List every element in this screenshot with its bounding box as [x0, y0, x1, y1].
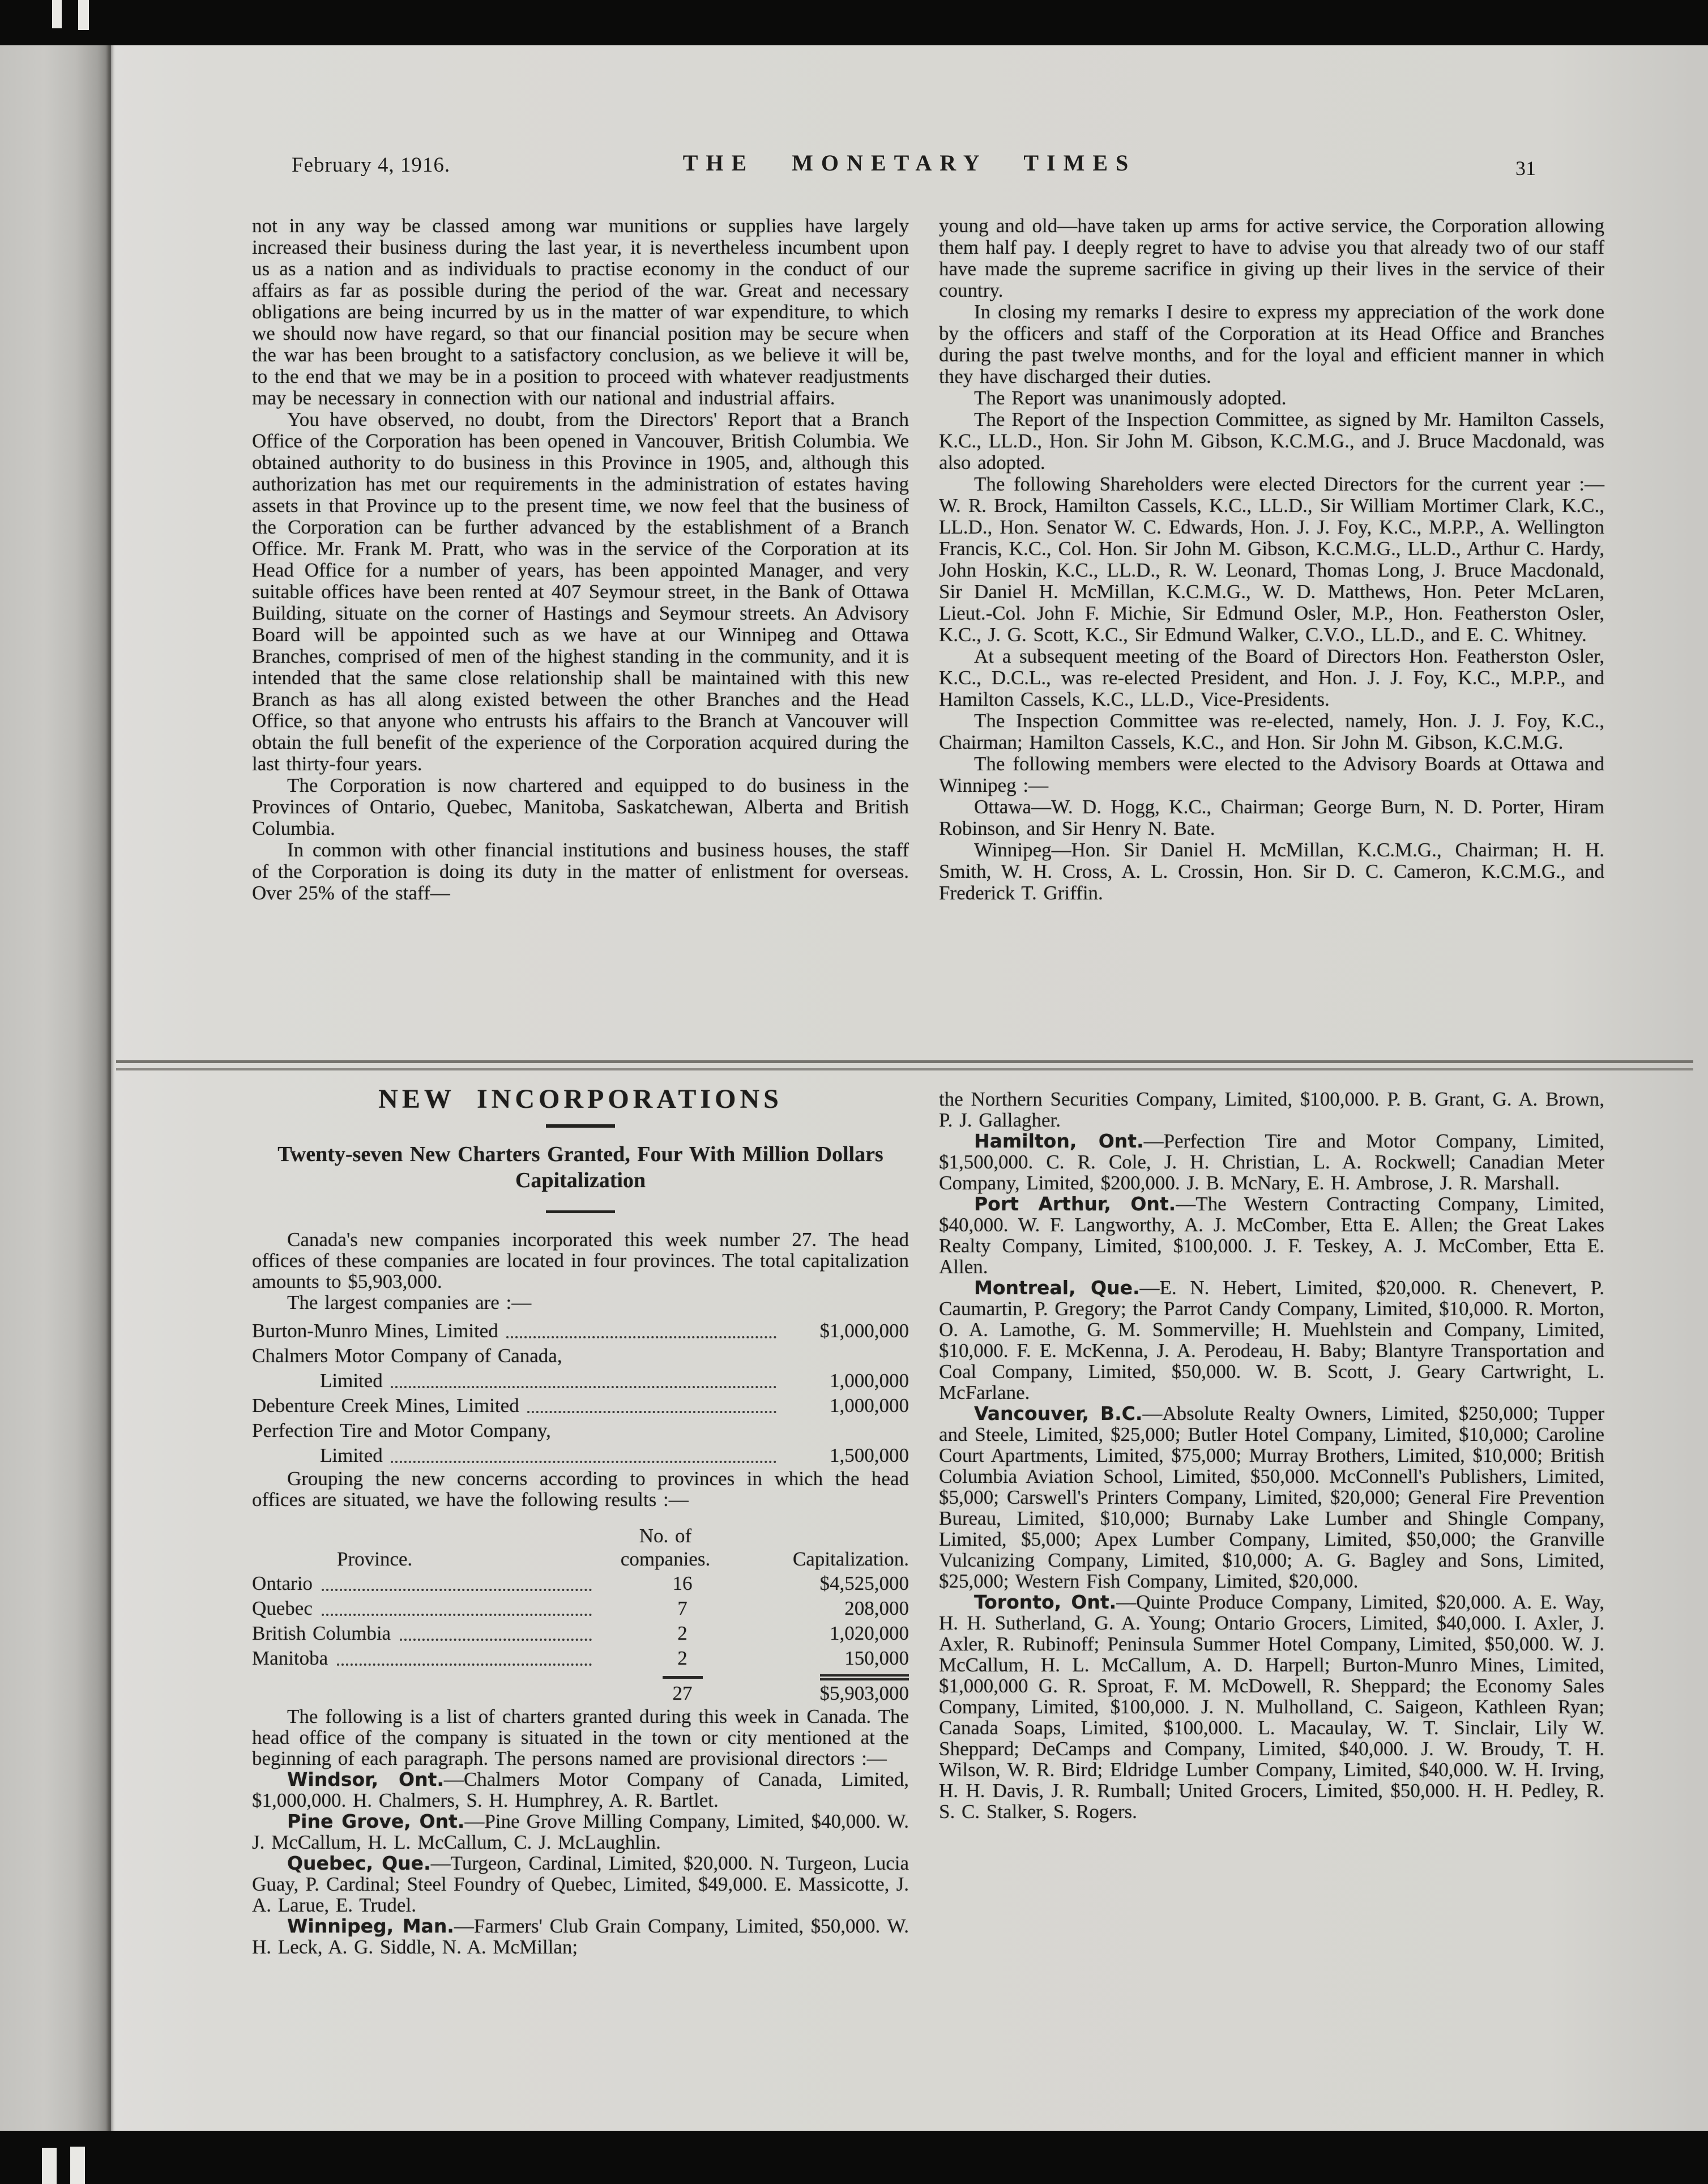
paragraph: The following members were elected to the Advisory Boards at Ottawa and Winnipeg :— — [939, 753, 1604, 796]
charter-entry — [252, 1769, 909, 1811]
charter-city: Windsor, Ont. — [287, 1768, 444, 1790]
charter-text: —Quinte Produce Company, Limited, $20,000. A. E. Way, H. H. Sutherland, G. A. Young; Ontario Grocers, Limited, $40,000. I. Axler, J. Axler, R. Rubinoff; Peninsula Summer Hotel Company, Limited, $50,000. W. J. McCallum, H. L. McCallum, A. D. Harpell; Burton-Munro Mines, Limited, $1,000,000 G. R. Sproat, F. M. McDowell, R. Sheppard; the Economy Sales Company, Limited, $100,000. J. N. Mulholland, C. Saigeon, Kathleen Ryan; Canada Soaps, Limited, $100,000. L. Macaulay, W. T. Sinclair, Lily W. Sheppard; DeCamps and Company, Limited, $40,000. J. W. Broudy, T. H. Wilson, W. R. Bird; Eldridge Lumber Company, Limited, $40,000. W. H. Irving, H. H. Davis, J. R. Rumball; United Grocers, Limited, $50,000. H. H. Pedley, R. S. C. Stalker, S. Rogers. — [939, 1591, 1604, 1823]
companies-cell: 7 — [677, 1597, 688, 1619]
province-table — [252, 1525, 909, 1706]
paragraph: the Northern Securities Company, Limited, $100,000. P. B. Grant, G. A. Brown, P. J. Gallagher. — [939, 1088, 1604, 1131]
dot-leader — [322, 1614, 592, 1616]
heading-rule — [546, 1124, 615, 1128]
charter-text: —Turgeon, Cardinal, Limited, $20,000. N. Turgeon, Lucia Guay, P. Cardinal; Steel Foundry of Quebec, Limited, $49,000. E. Massicotte, J. A. Larue, E. Trudel. — [252, 1852, 909, 1916]
table-row — [252, 1646, 909, 1671]
province-cell: Manitoba — [252, 1647, 328, 1669]
paragraph: The Report was unanimously adopted. — [974, 387, 1287, 409]
charter-entry — [939, 1592, 1604, 1822]
page-gutter-shadow — [0, 0, 111, 2184]
companies-cell: 2 — [677, 1647, 688, 1669]
charter-entry — [939, 1403, 1604, 1592]
charter-entry — [939, 1277, 1604, 1403]
charter-city: Toronto, Ont. — [974, 1591, 1117, 1613]
capitalization-cell: $4,525,000 — [819, 1572, 909, 1594]
province-cell: Ontario — [252, 1572, 313, 1594]
table-row — [252, 1596, 909, 1621]
paragraph: The Inspection Committee was re-elected, namely, Hon. J. J. Foy, K.C., Chairman; Hamilton Cassels, K.C., and Hon. Sir John M. Gibson, K.C.M.G. — [939, 710, 1604, 753]
paragraph: The following Shareholders were elected Directors for the current year :—W. R. Brock, Hamilton Cassels, K.C., LL.D., Sir William Mortimer Clark, K.C., LL.D., Hon. Senator W. C. Edwards, Hon. J. J. Foy, K.C., M.P.P., A. Wellington Francis, K.C., Col. Hon. Sir John M. Gibson, K.C.M.G., LL.D., Arthur C. Hardy, John Hoskin, K.C., LL.D., R. W. Leonard, Thomas Long, J. Bruce Macdonald, Sir Daniel H. McMillan, K.C.M.G., W. D. Matthews, Hon. Peter McLaren, Lieut.-Col. John F. Michie, Sir Edmund Osler, M.P., Hon. Featherston Osler, K.C., J. G. Scott, K.C., Sir Edmund Walker, C.V.O., LL.D., and E. C. Whitney. — [939, 473, 1604, 646]
paragraph: You have observed, no doubt, from the Directors' Report that a Branch Office of the Corporation has been opened in Vancouver, British Columbia. We obtained authority to do business in this Province in 1905, and, although this authorization has met our requirements in the administration of estates having assets in that Province up to the present time, we now feel that the business of the Corporation can be further advanced by the establishment of a Branch Office. Mr. Frank M. Pratt, who was in the service of the Corporation at its Head Office for a number of years, has been appointed Manager, and very suitable offices have been rented at 407 Seymour street, in the Bank of Ottawa Building, situate on the corner of Hastings and Seymour streets. An Advisory Board will be appointed such as we have at our Winnipeg and Ottawa Branches, comprised of men of the highest standing in the community, and it is intended that the same close relationship shall be maintained with this new Branch as has all along existed between the other Branches and the Head Office, so that anyone who entrusts his affairs to the Branch at Vancouver will obtain the full benefit of the experience of the Corporation acquired during the last thirty-four years. — [252, 408, 909, 775]
province-cell: Quebec — [252, 1597, 313, 1619]
dot-leader — [337, 1663, 592, 1666]
dot-leader — [400, 1639, 592, 1641]
dot-leader — [527, 1411, 776, 1413]
paragraph: Grouping the new concerns according to provinces in which the head offices are situated, we have the following results :— — [252, 1468, 909, 1511]
subheading-rule — [546, 1210, 615, 1213]
film-edge-bottom — [0, 2131, 1708, 2184]
masthead-title: THE MONETARY TIMES — [682, 150, 1137, 176]
charter-text: —Perfection Tire and Motor Company, Limited, $1,500,000. C. R. Cole, J. H. Christian, L. A. Rockwell; Canadian Meter Company, Limited, $200,000. J. B. McNary, E. H. Ambrose, J. R. Marshall. — [939, 1130, 1605, 1194]
list-item — [252, 1443, 909, 1468]
charter-entry — [252, 1811, 909, 1853]
charter-city: Hamilton, Ont. — [974, 1130, 1144, 1152]
column-header: No. of — [639, 1525, 692, 1547]
capitalization-cell: 208,000 — [844, 1597, 909, 1619]
charter-city: Quebec, Que. — [287, 1852, 431, 1874]
company-amount: 1,000,000 — [830, 1370, 909, 1392]
charter-entry — [252, 1853, 909, 1916]
company-name: Chalmers Motor Company of Canada, — [252, 1345, 562, 1367]
charter-entry — [939, 1131, 1604, 1193]
charter-entry — [939, 1193, 1604, 1277]
charter-entry — [252, 1916, 909, 1957]
companies-cell: 2 — [677, 1622, 688, 1644]
company-name: Debenture Creek Mines, Limited — [252, 1394, 519, 1417]
paragraph: The following is a list of charters granted during this week in Canada. The head office of the company is situated in the town or city mentioned at the beginning of each paragraph. The persons named are provisional directors :— — [252, 1705, 909, 1769]
charter-city: Pine Grove, Ont. — [287, 1810, 465, 1832]
company-amount: $1,000,000 — [819, 1320, 909, 1342]
charter-text: —Farmers' Club Grain Company, Limited, $50,000. W. H. Leck, A. G. Siddle, N. A. McMillan; — [252, 1915, 909, 1958]
film-notch — [70, 2147, 85, 2184]
capitalization-cell: 1,020,000 — [830, 1622, 909, 1644]
dot-leader — [391, 1461, 776, 1463]
charter-city: Winnipeg, Man. — [287, 1915, 454, 1937]
incorporations-left-column — [252, 1084, 909, 1958]
paragraph: At a subsequent meeting of the Board of Directors Hon. Featherston Osler, K.C., D.C.L., was re-elected President, and Hon. J. J. Foy, K.C., M.P.P., and Hamilton Cassels, K.C., LL.D., Vice-Presidents. — [939, 645, 1604, 710]
section-heading: NEW INCORPORATIONS — [378, 1084, 783, 1114]
dot-leader — [322, 1589, 592, 1591]
charter-text: —The Western Contracting Company, Limited, $40,000. W. F. Langworthy, A. J. McComber, Etta E. Allen; the Great Lakes Realty Company, Limited, $100,000. J. F. Teskey, A. J. McComber, Etta E. Allen. — [939, 1193, 1605, 1278]
film-notch — [42, 2148, 57, 2184]
total-companies: 27 — [663, 1676, 703, 1704]
paragraph: The Report of the Inspection Committee, as signed by Mr. Hamilton Cassels, K.C., LL.D., Hon. Sir John M. Gibson, K.C.M.G., and J. Bruce Macdonald, was also adopted. — [939, 408, 1604, 474]
dot-leader — [391, 1386, 776, 1388]
column-header: Province. — [337, 1548, 413, 1570]
company-amount: 1,500,000 — [830, 1444, 909, 1466]
film-notch — [52, 0, 62, 28]
section-divider-rule — [116, 1060, 1693, 1070]
largest-companies-list — [252, 1319, 909, 1468]
paragraph: not in any way be classed among war munitions or supplies have largely increased their business during the last year, it is nevertheless incumbent upon us as a nation and as individuals to practise economy in the conduct of our affairs as far as possible during the period of the war. Great and necessary obligations are being incurred by us in the matter of war expenditure, to which we should now have regard, so that our financial position may be secure when the war has been brought to a satisfactory conclusion, as we believe it will be, to the end that we may be in a position to proceed with whatever readjustments may be necessary in connection with our national and industrial affairs. — [252, 215, 909, 409]
list-item — [252, 1418, 909, 1443]
paragraph: Canada's new companies incorporated this week number 27. The head offices of these companies are located in four provinces. The total capitalization amounts to $5,903,000. — [252, 1228, 909, 1293]
total-capitalization: $5,903,000 — [820, 1674, 909, 1704]
company-amount: 1,000,000 — [830, 1394, 909, 1417]
table-header-row — [252, 1547, 909, 1571]
article-right-column — [939, 215, 1604, 904]
capitalization-cell: 150,000 — [844, 1647, 909, 1669]
charter-city: Vancouver, B.C. — [974, 1402, 1143, 1424]
company-name: Perfection Tire and Motor Company, — [252, 1419, 551, 1441]
paragraph: The largest companies are :— — [287, 1291, 532, 1313]
article-left-column — [252, 215, 909, 904]
charter-text: —E. N. Hebert, Limited, $20,000. R. Chenevert, P. Caumartin, P. Gregory; the Parrot Candy Company, Limited, $10,000. R. Morton, O. A. Lamothe, G. M. Sommerville; H. Muehlstein and Company, Limited, $10,000. F. E. McKenna, J. A. Perodeau, H. Baby; Blantyre Transportation and Coal Company, Limited, $50,000. W. B. Scott, J. Geary Cartwright, L. McFarlane. — [939, 1277, 1604, 1404]
paragraph: In common with other financial institutions and business houses, the staff of the Corporation is doing its duty in the matter of enlistment for overseas. Over 25% of the staff— — [252, 839, 909, 904]
company-name: Limited — [320, 1444, 383, 1466]
page-number: 31 — [1515, 157, 1536, 180]
table-header-row — [252, 1525, 909, 1547]
list-item — [252, 1319, 909, 1343]
list-item — [252, 1343, 909, 1368]
column-header: companies. — [620, 1548, 711, 1570]
paragraph: The Corporation is now chartered and equipped to do business in the Provinces of Ontario, Quebec, Manitoba, Saskatchewan, Alberta and British Columbia. — [252, 774, 909, 839]
table-row — [252, 1571, 909, 1596]
section-subheading: Twenty-seven New Charters Granted, Four With Million Dollars Capitalization — [277, 1142, 883, 1192]
film-notch — [78, 0, 89, 30]
charter-text: —Pine Grove Milling Company, Limited, $40,000. W. J. McCallum, H. L. McCallum, C. J. McLaughlin. — [252, 1810, 909, 1853]
list-item — [252, 1393, 909, 1418]
list-item — [252, 1368, 909, 1393]
table-total-row — [252, 1681, 909, 1706]
charter-city: Port Arthur, Ont. — [974, 1193, 1176, 1215]
province-cell: British Columbia — [252, 1622, 391, 1644]
charter-city: Montreal, Que. — [974, 1277, 1140, 1299]
company-name: Limited — [320, 1370, 383, 1392]
dot-leader — [506, 1336, 776, 1338]
paragraph: Winnipeg—Hon. Sir Daniel H. McMillan, K.C.M.G., Chairman; H. H. Smith, W. H. Cross, A. L. Crossin, Hon. Sir D. C. Cameron, K.C.M.G., and Frederick T. Griffin. — [939, 839, 1604, 904]
issue-date: February 4, 1916. — [292, 153, 451, 177]
column-header: Capitalization. — [792, 1548, 909, 1570]
paragraph: Ottawa—W. D. Hogg, K.C., Chairman; George Burn, N. D. Porter, Hiram Robinson, and Sir Henry N. Bate. — [939, 796, 1604, 839]
paragraph: In closing my remarks I desire to express my appreciation of the work done by the officers and staff of the Corporation at its Head Office and Branches during the past twelve months, and for the loyal and efficient manner in which they have discharged their duties. — [939, 301, 1604, 387]
page-fold-line — [106, 0, 113, 2184]
incorporations-right-column — [939, 1089, 1604, 1822]
charter-text: —Chalmers Motor Company of Canada, Limited, $1,000,000. H. Chalmers, S. H. Humphrey, A. R. Bartlet. — [252, 1768, 909, 1811]
table-row — [252, 1621, 909, 1646]
companies-cell: 16 — [672, 1572, 693, 1594]
film-edge-top — [0, 0, 1708, 45]
charter-text: —Absolute Realty Owners, Limited, $250,000; Tupper and Steele, Limited, $25,000; Butler Hotel Company, Limited, $10,000; Caroline Court Apartments, Limited, $75,000; Murray Brothers, Limited, $10,000; British Columbia Aviation School, Limited, $50,000. McConnell's Publishers, Limited, $5,000; Carswell's Printers Company, Limited, $20,000; General Fire Prevention Bureau, Limited, $10,000; Burnaby Lake Lumber and Shingle Company, Limited, $5,000; Apex Lumber Company, Limited, $50,000; the Granville Vulcanizing Company, Limited, $10,000; A. G. Bagley and Sons, Limited, $25,000; Western Fish Company, Limited, $20,000. — [939, 1402, 1604, 1592]
paragraph: young and old—have taken up arms for active service, the Corporation allowing them half pay. I deeply regret to have to advise you that already two of our staff have made the supreme sacrifice in giving up their lives in the service of their country. — [939, 215, 1604, 301]
company-name: Burton-Munro Mines, Limited — [252, 1320, 498, 1342]
